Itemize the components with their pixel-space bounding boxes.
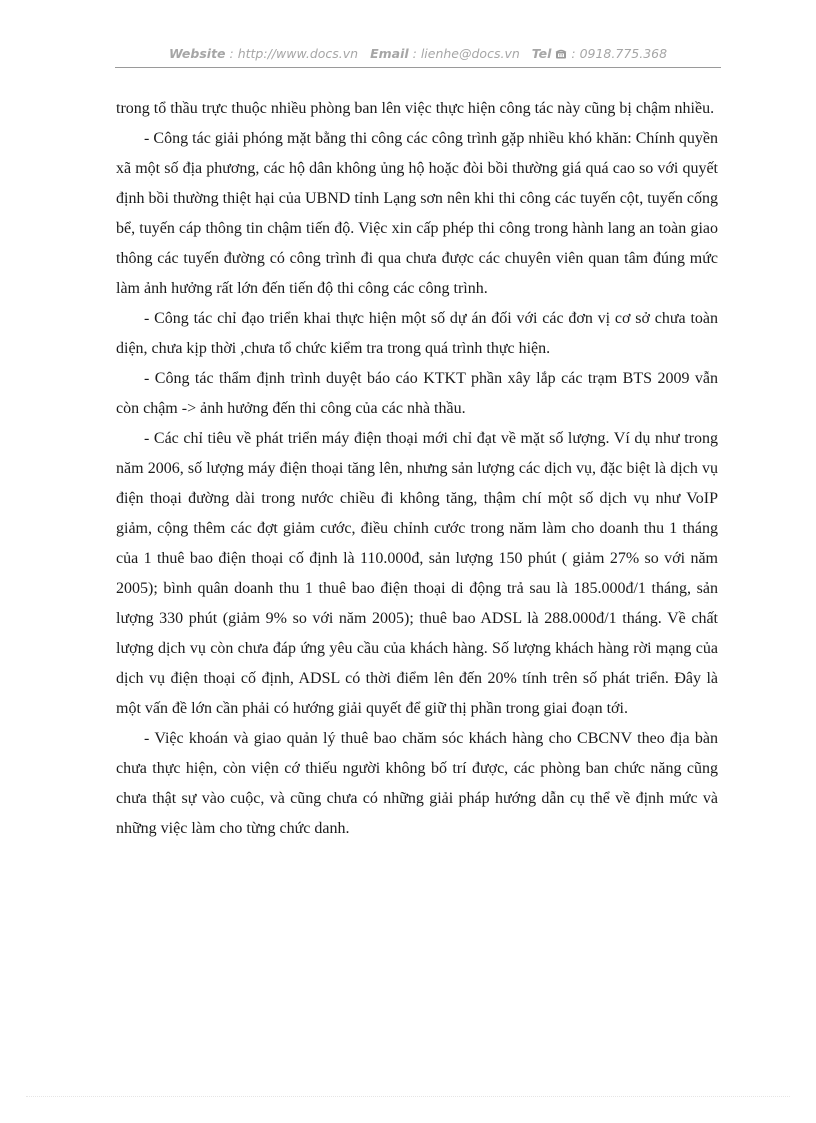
page-header [115, 46, 721, 68]
email-value[interactable]: : lienhe@docs.vn [412, 46, 520, 61]
paragraph-phone-targets: - Các chỉ tiêu về phát triển máy điện thoại mới chỉ đạt về mặt số lượng. Ví dụ như trong năm 2006, số lượng máy điện thoại tăng lên, nhưng sản lượng các dịch vụ, đặc biệt là dịch vụ điện thoại đường dài trong nước chiều đi không tăng, thậm chí một số dịch vụ như VoIP giảm, cộng thêm các đợt giảm cước, điều chỉnh cước trong năm làm cho doanh thu 1 tháng của 1 thuê bao điện thoại cố định là 110.000đ, sản lượng 150 phút ( giảm 27% so với năm 2005); bình quân doanh thu 1 thuê bao điện thoại di động trả sau là 185.000đ/1 tháng, sản lượng 330 phút (giảm 9% so với năm 2005); thuê bao ADSL là 288.000đ/1 tháng. Về chất lượng dịch vụ còn chưa đáp ứng yêu cầu của khách hàng. Số lượng khách hàng rời mạng của dịch vụ điện thoại cố định, ADSL có thời điểm lên đến 20% tính trên số phát triển. Đây là một vấn đề lớn cần phải có hướng giải quyết để giữ thị phần trong giai đoạn tới. [116, 430, 718, 717]
tel-label: Tel [531, 46, 552, 61]
tel-value: : 0918.775.368 [571, 46, 668, 61]
phone-icon [555, 46, 571, 61]
paragraph-project-direction: - Công tác chỉ đạo triển khai thực hiện một số dự án đối với các đơn vị cơ sở chưa toàn diện, chưa kịp thời ,chưa tổ chức kiểm tra trong quá trình thực hiện. [116, 310, 718, 357]
website-value[interactable]: : http://www.docs.vn [229, 46, 359, 61]
paragraph-site-clearance: - Công tác giải phóng mặt bằng thi công các công trình gặp nhiều khó khăn: Chính quyền xã một số địa phương, các hộ dân không ủng hộ hoặc đòi bồi thường giá quá cao so với quyết định bồi thường thiệt hại của UBND tỉnh Lạng sơn nên khi thi công các tuyến cột, tuyến cống bể, tuyến cáp thông tin chậm tiến độ. Việc xin cấp phép thi công trong hành lang an toàn giao thông các tuyến đường có công trình đi qua chưa được các chuyên viên quan tâm đúng mức làm ảnh hưởng rất lớn đến tiến độ thi công các công trình. [116, 130, 718, 297]
paragraph-appraisal: - Công tác thẩm định trình duyệt báo cáo KTKT phần xây lắp các trạm BTS 2009 vẫn còn chậm -> ảnh hưởng đến thi công của các nhà thầu. [116, 370, 718, 417]
paragraph-customer-care: - Việc khoán và giao quản lý thuê bao chăm sóc khách hàng cho CBCNV theo địa bàn chưa thực hiện, còn viện cớ thiếu người không bố trí được, các phòng ban chức năng cũng chưa thật sự vào cuộc, và cũng chưa có những giải pháp hướng dẫn cụ thể về định mức và những việc làm cho từng chức danh. [116, 730, 718, 837]
document-body [116, 94, 718, 844]
paragraph-continuation: trong tổ thầu trực thuộc nhiều phòng ban lên việc thực hiện công tác này cũng bị chậm nhiều. [116, 100, 715, 117]
email-label: Email [370, 46, 409, 61]
website-label: Website [168, 46, 226, 61]
footer-divider [26, 1096, 790, 1097]
